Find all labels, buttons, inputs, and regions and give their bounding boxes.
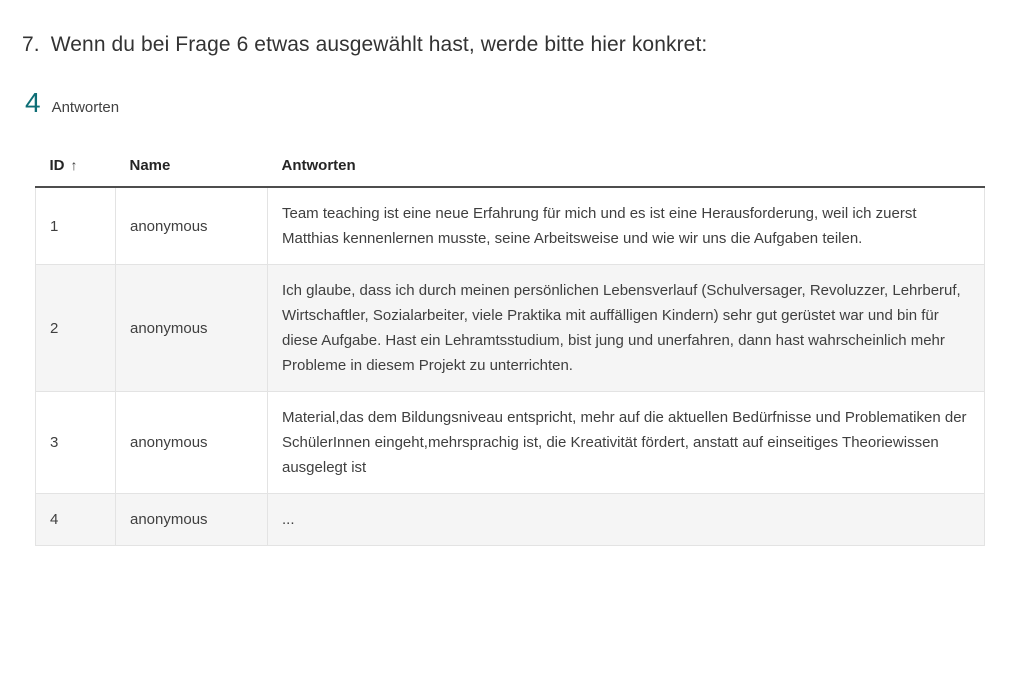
responses-summary	[25, 87, 1024, 119]
cell-id: 4	[36, 494, 116, 546]
question-text: Wenn du bei Frage 6 etwas ausgewählt hast, werde bitte hier konkret:	[50, 33, 708, 56]
table-row	[36, 392, 985, 494]
forms-results-page	[0, 33, 1024, 546]
cell-answer: Team teaching ist eine neue Erfahrung für mich und es ist eine Herausforderung, weil ich zuerst Matthias kennenlernen musste, seine Arbeitsweise und wie wir uns die Aufgaben teilen.	[268, 187, 985, 265]
responses-label: Antworten	[51, 99, 120, 116]
table-row	[36, 265, 985, 392]
sort-ascending-icon: ↑	[70, 157, 78, 173]
column-header-name[interactable]	[116, 147, 268, 187]
cell-name: anonymous	[116, 494, 268, 546]
cell-id: 3	[36, 392, 116, 494]
cell-id: 2	[36, 265, 116, 392]
column-header-name-label: Name	[129, 157, 171, 174]
cell-answer: Material,das dem Bildungsniveau entspricht, mehr auf die aktuellen Bedürfnisse und Problematiken der SchülerInnen eingeht,mehrsprachig ist, die Kreativität fördert, anstatt auf einseitiges Theoriewissen ausgelegt ist	[268, 392, 985, 494]
column-header-antworten[interactable]	[268, 147, 985, 187]
cell-name: anonymous	[116, 187, 268, 265]
question-number: 7.	[22, 33, 40, 56]
table-row	[36, 494, 985, 546]
responses-count: 4	[25, 87, 41, 118]
cell-answer: ...	[268, 494, 985, 546]
column-header-id-label: ID	[49, 157, 65, 174]
table-body	[36, 187, 985, 546]
question-title	[22, 33, 1024, 57]
column-header-antworten-label: Antworten	[281, 157, 356, 174]
cell-answer: Ich glaube, dass ich durch meinen persönlichen Lebensverlauf (Schulversager, Revoluzzer, Lehrberuf, Wirtschaftler, Sozialarbeiter, viele Praktika mit auffälligen Kindern) sehr gut gerüstet war und bin für diese Aufgabe. Hast ein Lehramtsstudium, bist jung und unerfahren, dann hast wahrscheinlich mehr Probleme in diesem Projekt zu unterrichten.	[268, 265, 985, 392]
table-header-row	[36, 147, 985, 187]
table-row	[36, 187, 985, 265]
cell-name: anonymous	[116, 265, 268, 392]
column-header-id[interactable]	[36, 147, 116, 187]
cell-name: anonymous	[116, 392, 268, 494]
cell-id: 1	[36, 187, 116, 265]
responses-table	[35, 147, 985, 546]
